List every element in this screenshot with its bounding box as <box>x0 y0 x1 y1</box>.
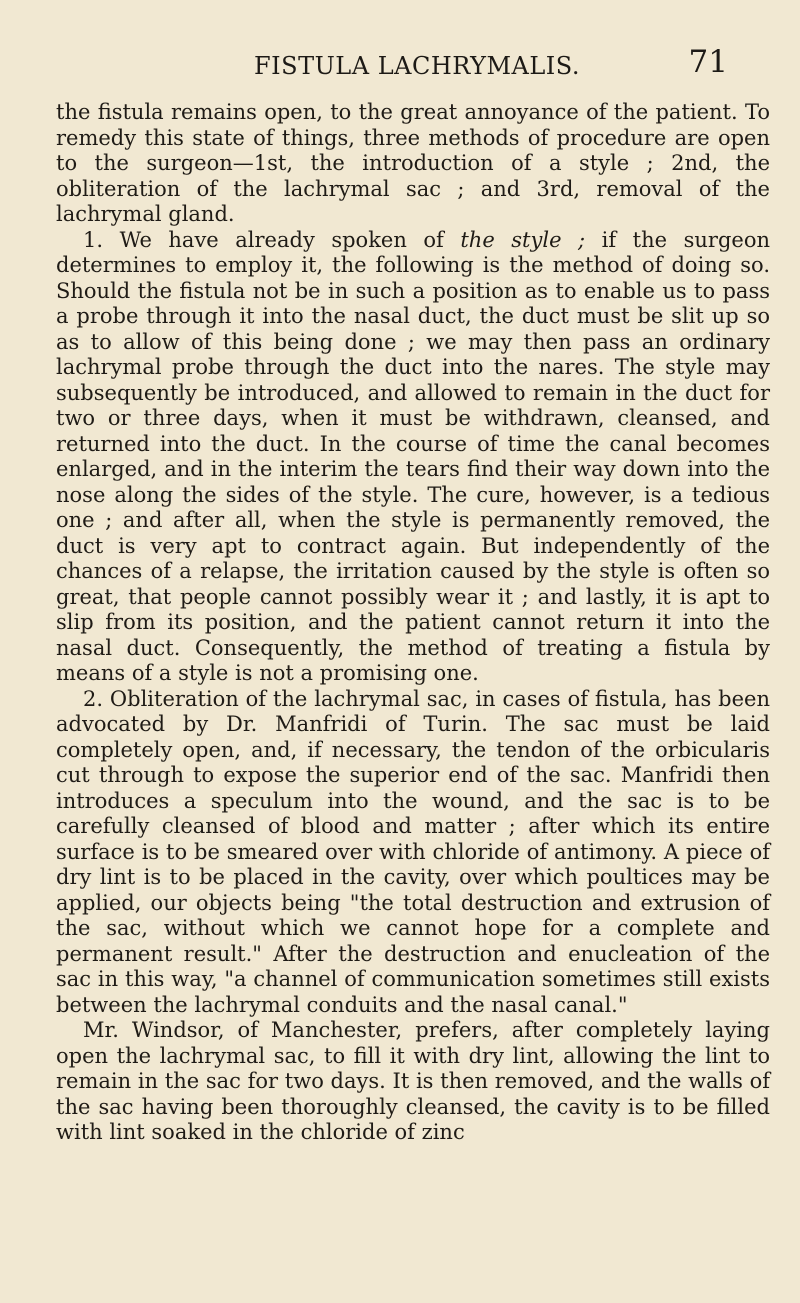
paragraph-2-lead: 1. We have already spoken of <box>83 227 461 252</box>
paragraph-2-rest: if the surgeon determines to employ it, the following is the method of doing so. Should the fistula not be in such a position as to enable us to pass a probe through it into the nasal duct, the duct must be slit up so as to allow of this being done ; we may then pass an ordinary lachrymal probe through the duct into the nares. The style may subsequently be introduced, and allowed to remain in the duct for two or three days, when it must be withdrawn, cleansed, and returned into the duct. In the course of time the canal becomes enlarged, and in the interim the tears find their way down into the nose along the sides of the style. The cure, however, is a tedious one ; and after all, when the style is permanently removed, the duct is very apt to contract again. But independently of the chances of a relapse, the irritation caused by the style is often so great, that people cannot possibly wear it ; and lastly, it is apt to slip from its position, and the patient cannot return it into the nasal duct. Consequently, the method of treating a fistula by means of a style is not a promising one. <box>56 227 770 685</box>
page-body <box>56 100 770 1146</box>
italic-phrase: the style ; <box>460 227 586 252</box>
paragraph-2 <box>56 228 770 687</box>
paragraph-3: 2. Obliteration of the lachrymal sac, in cases of fistula, has been advocated by Dr. Manfridi of Turin. The sac must be laid completely open, and, if necessary, the tendon of the orbicularis cut through to expose the superior end of the sac. Manfridi then introduces a speculum into the wound, and the sac is to be carefully cleansed of blood and matter ; after which its entire surface is to be smeared over with chloride of antimony. A piece of dry lint is to be placed in the cavity, over which poultices may be applied, our objects being "the total destruction and extrusion of the sac, without which we cannot hope for a complete and permanent result." After the destruction and enucleation of the sac in this way, "a channel of communication sometimes still exists between the lachrymal conduits and the nasal canal." <box>56 686 770 1017</box>
paragraph-4: Mr. Windsor, of Manchester, prefers, after completely laying open the lachrymal sac, to fill it with dry lint, allowing the lint to remain in the sac for two days. It is then removed, and the walls of the sac having been thoroughly cleansed, the cavity is to be filled with lint soaked in the chloride of zinc <box>56 1018 770 1144</box>
paragraph-1: the fistula remains open, to the great annoyance of the patient. To remedy this state of things, three methods of procedure are open to the surgeon—1st, the introduction of a style ; 2nd, the obliteration of the lachrymal sac ; and 3rd, removal of the lachrymal gland. <box>56 100 770 226</box>
page-number: 71 <box>688 44 728 80</box>
running-head: FISTULA LACHRYMALIS. <box>254 52 580 80</box>
